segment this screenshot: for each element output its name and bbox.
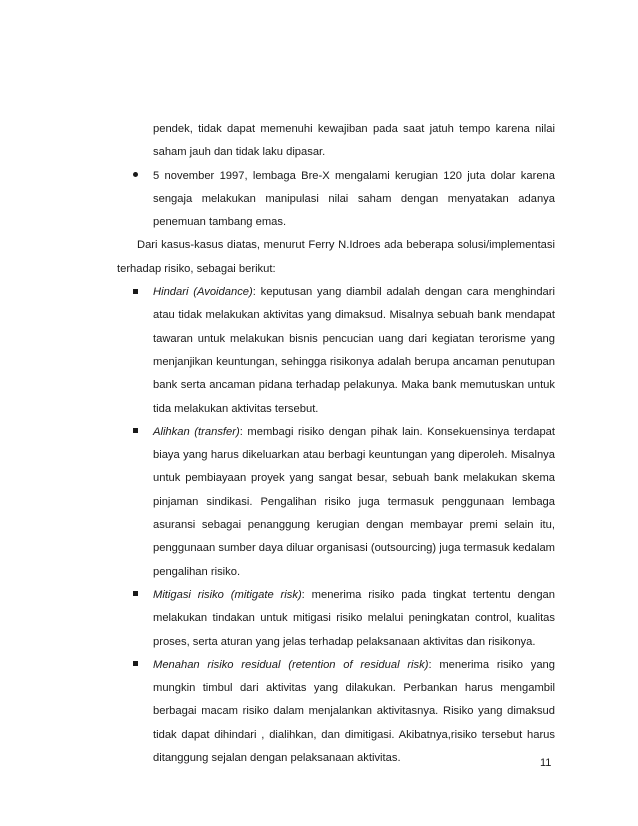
solution-term: Hindari (Avoidance) — [153, 286, 253, 299]
bullet-item-text: 5 november 1997, lembaga Bre-X mengalami kerugian 120 juta dolar karena sengaja melakukan manipulasi nilai saham dengan menyatakan adanya penemuan tambang emas. — [153, 169, 555, 229]
square-bullet-icon — [117, 584, 153, 607]
continuation-paragraph: pendek, tidak dapat memenuhi kewajiban pada saat jatuh tempo karena nilai saham jauh dan tidak laku dipasar. — [153, 123, 555, 159]
solution-term: Menahan risiko residual (retention of residual risk) — [153, 658, 429, 671]
solution-term: Mitigasi risiko (mitigate risk) — [153, 588, 302, 601]
body-text — [117, 118, 555, 770]
solution-item-avoidance — [117, 281, 555, 421]
solution-text: : menerima risiko pada tingkat tertentu dengan melakukan tindakan untuk mitigasi risiko melalui peningkatan control, kualitas proses, serta aturan yang jelas terhadap pelaksanaan aktivitas dan risikonya. — [153, 588, 555, 648]
square-bullet-icon — [117, 281, 153, 304]
intro-paragraph: Dari kasus-kasus diatas, menurut Ferry N.Idroes ada beberapa solusi/implementasi terhadap risiko, sebagai berikut: — [117, 239, 555, 275]
solution-text: : membagi risiko dengan pihak lain. Konsekuensinya terdapat biaya yang harus dikeluarkan atau berbagi keuntungan yang diperoleh. Misalnya untuk pembiayaan proyek yang sangat besar, sebuah bank melakukan skema pinjaman sindikasi. Pengalihan risiko juga termasuk penggunaan lembaga asuransi sebagai penanggung kerugian dengan membayar premi selain itu, penggunaan sumber daya diluar organisasi (outsourcing) juga termasuk kedalam pengalihan risiko. — [153, 425, 556, 578]
solution-item-retention — [117, 654, 555, 770]
solution-item-mitigate — [117, 584, 555, 654]
square-bullet-icon — [117, 421, 153, 444]
solution-item-transfer — [117, 421, 555, 584]
solution-term: Alihkan (transfer) — [153, 425, 240, 438]
page-number: 11 — [540, 757, 552, 769]
square-bullet-icon — [117, 654, 153, 677]
bullet-item — [117, 165, 555, 235]
solution-text: : menerima risiko yang mungkin timbul dari aktivitas yang dilakukan. Perbankan harus mengambil berbagai macam risiko dalam menjalankan aktivitasnya. Risiko yang dimaksud tidak dapat dihindari , dialihkan, dan dimitigasi. Akibatnya,risiko tersebut harus ditanggung sejalan dengan pelaksanaan aktivitas. — [153, 658, 555, 765]
round-bullet-icon — [117, 165, 153, 188]
solution-text: : keputusan yang diambil adalah dengan cara menghindari atau tidak melakukan aktivitas yang dimaksud. Misalnya sebuah bank mendapat tawaran untuk melakukan bisnis pencucian uang dari kegiatan terorisme yang menjanjikan keuntungan, sehingga risikonya adalah berupa ancaman penutupan bank serta ancaman pidana terhadap pelakunya. Maka bank memutuskan untuk tida melakukan aktivitas tersebut. — [153, 286, 555, 415]
